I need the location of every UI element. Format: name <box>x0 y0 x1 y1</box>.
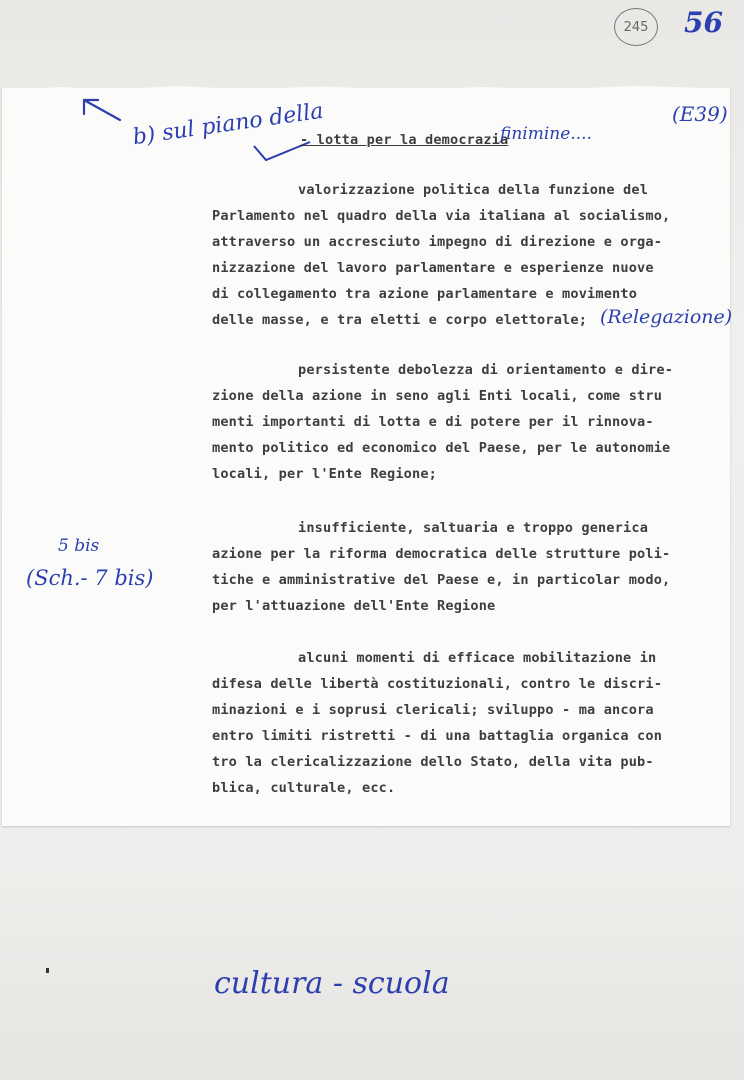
p1-line: attraverso un accresciuto impegno di direzione e orga- <box>212 234 663 250</box>
p4-line: minazioni e i soprusi clericali; sviluppo - ma ancora <box>212 702 654 718</box>
p1-line: nizzazione del lavoro parlamentare e esperienze nuove <box>212 260 654 276</box>
margin-annotation-top: 5 bis <box>58 536 100 556</box>
p4-line: difesa delle libertà costituzionali, contro le discri- <box>212 676 663 692</box>
annotation-top-right: (E39) <box>672 102 728 126</box>
p3-line: insufficiente, saltuaria e troppo generica <box>298 520 649 536</box>
arrow-mark-icon <box>80 96 126 128</box>
p4-line: entro limiti ristretti - di una battaglia organica con <box>212 728 663 744</box>
bottom-annotation: cultura - scuola <box>214 966 450 1001</box>
p3-line: per l'attuazione dell'Ente Regione <box>212 598 496 614</box>
p3-line: tiche e amministrative del Paese e, in particolar modo, <box>212 572 671 588</box>
p2-line: locali, per l'Ente Regione; <box>212 466 438 482</box>
page-number-annotation: 56 <box>684 6 723 39</box>
p3-line: azione per la riforma democratica delle strutture poli- <box>212 546 671 562</box>
archive-stamp <box>614 8 658 46</box>
p4-line: blica, culturale, ecc. <box>212 780 396 796</box>
p2-line: persistente debolezza di orientamento e dire- <box>298 362 674 378</box>
p1-line: Parlamento nel quadro della via italiana al socialismo, <box>212 208 671 224</box>
annotation-top-left: b) sul piano della <box>131 98 325 151</box>
p4-line: tro la clericalizzazione dello Stato, della vita pub- <box>212 754 654 770</box>
margin-annotation-bottom: (Sch.- 7 bis) <box>26 566 154 590</box>
p2-line: menti importanti di lotta e di potere per il rinnova- <box>212 414 654 430</box>
heading-annotation: finimine.... <box>500 124 592 144</box>
ink-dot <box>46 968 49 973</box>
p2-line: mento politico ed economico del Paese, per le autonomie <box>212 440 671 456</box>
section-heading: - lotta per la democrazia <box>300 132 509 148</box>
p1-line: di collegamento tra azione parlamentare e movimento <box>212 286 638 302</box>
p1-line: delle masse, e tra eletti e corpo elettorale; <box>212 312 588 328</box>
p1-annotation: (Relegazione) <box>600 306 733 328</box>
archive-stamp-number: 245 <box>623 19 649 35</box>
p4-line: alcuni momenti di efficace mobilitazione in <box>298 650 657 666</box>
p1-line: valorizzazione politica della funzione del <box>298 182 649 198</box>
p2-line: zione della azione in seno agli Enti locali, come stru <box>212 388 663 404</box>
